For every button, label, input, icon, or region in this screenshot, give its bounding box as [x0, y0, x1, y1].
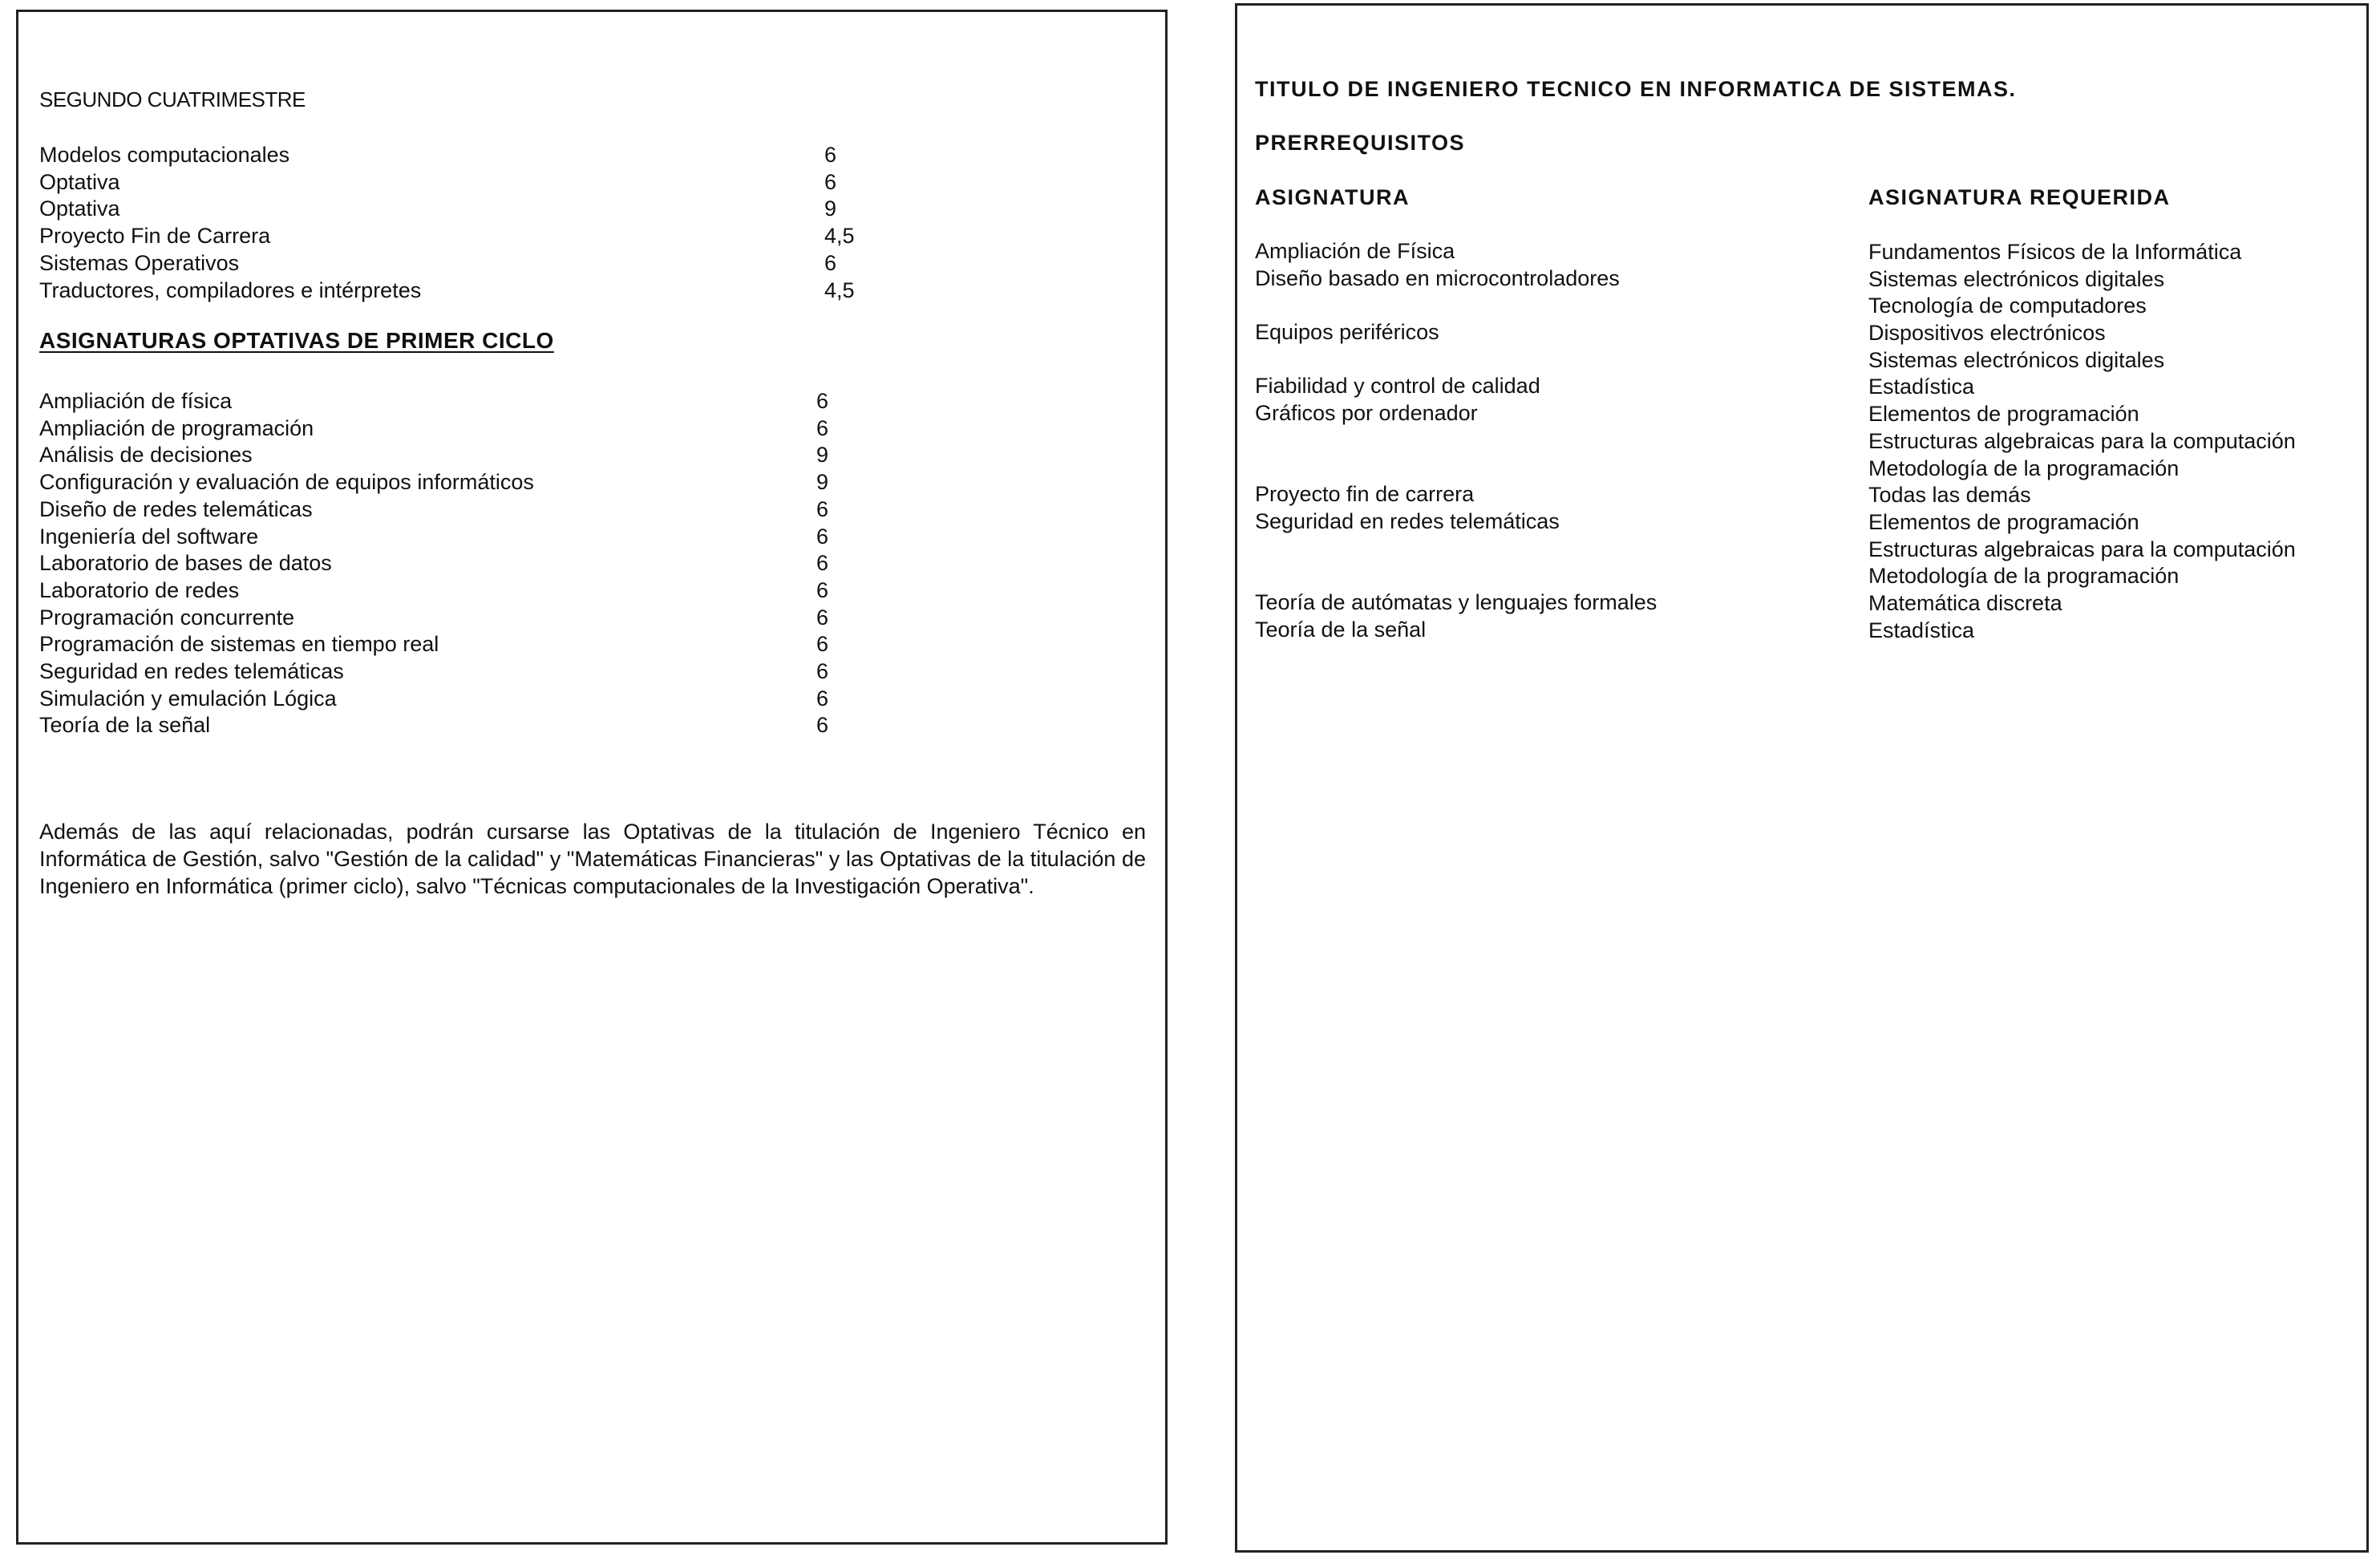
subject-name: Laboratorio de bases de datos	[39, 551, 332, 576]
subject-name: Ampliación de programación	[39, 415, 314, 440]
cuatrimestre-row	[39, 277, 921, 304]
asignatura-item: Seguridad en redes telemáticas	[1255, 508, 1560, 533]
optativas-note: Además de las aquí relacionadas, podrán cursarse las Optativas de la titulación de Ingeniero Técnico en Informática de Gestión, salvo "Gestión de la calidad" y "Matemáticas Financieras" y las Optativas de la titulación de Ingeniero en Informática (primer ciclo), salvo "Técnicas computacionales de la Investigación Operativa".	[39, 820, 1146, 898]
subject-name: Teoría de la señal	[39, 713, 211, 738]
asignatura-column	[1255, 237, 1657, 642]
optativa-row	[39, 468, 921, 496]
optativa-row	[39, 441, 921, 468]
subject-credits: 6	[816, 713, 829, 738]
column-header-asignatura: ASIGNATURA	[1255, 185, 1410, 209]
asignatura-item	[1255, 454, 1657, 481]
asignatura-requerida-item: Estructuras algebraicas para la computación	[1868, 537, 2296, 561]
subject-credits: 6	[816, 577, 829, 602]
asignatura-item: Teoría de autómatas y lenguajes formales	[1255, 589, 1658, 614]
cuatrimestre-row	[39, 195, 921, 222]
optativa-row	[39, 711, 921, 739]
subject-credits: 9	[816, 470, 829, 495]
subject-credits: 9	[824, 196, 837, 221]
optativa-row	[39, 577, 921, 604]
subject-name: Programación concurrente	[39, 605, 295, 630]
asignatura-requerida-item: Dispositivos electrónicos	[1868, 321, 2106, 346]
subject-credits: 6	[816, 659, 829, 683]
asignatura-requerida-item: Metodología de la programación	[1868, 456, 2180, 480]
asignatura-requerida-item: Estructuras algebraicas para la computación	[1868, 428, 2296, 453]
asignatura-requerida-item: Matemática discreta	[1868, 590, 2062, 615]
subject-credits: 6	[824, 169, 837, 194]
subject-name: Modelos computacionales	[39, 143, 290, 167]
right-page	[1235, 3, 2369, 1553]
optativa-row	[39, 415, 921, 442]
optativa-row	[39, 630, 921, 658]
segundo-cuatrimestre-heading: SEGUNDO CUATRIMESTRE	[39, 87, 306, 111]
asignatura-item	[1255, 291, 1657, 318]
asignatura-item	[1255, 427, 1657, 454]
subject-name: Programación de sistemas en tiempo real	[39, 632, 439, 657]
subject-credits: 6	[816, 632, 829, 657]
subject-name: Ampliación de física	[39, 389, 233, 413]
optativa-row	[39, 685, 921, 712]
subject-name: Optativa	[39, 169, 120, 194]
asignatura-item	[1255, 561, 1657, 589]
subject-credits: 6	[824, 250, 837, 275]
subject-credits: 6	[816, 551, 829, 576]
subject-name: Seguridad en redes telemáticas	[39, 659, 344, 683]
subject-name: Proyecto Fin de Carrera	[39, 224, 271, 249]
optativa-row	[39, 496, 921, 523]
cuatrimestre-row	[39, 222, 921, 249]
asignatura-requerida-item: Elementos de programación	[1868, 402, 2139, 427]
asignatura-requerida-item: Metodología de la programación	[1868, 564, 2180, 589]
subject-credits: 4,5	[824, 277, 855, 302]
subject-credits: 6	[816, 605, 829, 630]
cuatrimestre-row	[39, 141, 921, 168]
asignatura-item: Ampliación de Física	[1255, 239, 1455, 263]
optativa-row	[39, 549, 921, 577]
column-header-asignatura-requerida: ASIGNATURA REQUERIDA	[1868, 185, 2171, 209]
subject-credits: 4,5	[824, 224, 855, 249]
subject-name: Traductores, compiladores e intérpretes	[39, 277, 422, 302]
subject-name: Configuración y evaluación de equipos informáticos	[39, 470, 534, 495]
subject-name: Diseño de redes telemáticas	[39, 496, 313, 521]
asignatura-requerida-item: Estadística	[1868, 375, 1975, 399]
subject-credits: 6	[824, 143, 837, 167]
optativa-row	[39, 387, 921, 415]
asignatura-requerida-item: Sistemas electrónicos digitales	[1868, 266, 2165, 291]
subject-name: Análisis de decisiones	[39, 443, 253, 468]
asignatura-item	[1255, 535, 1657, 562]
document-title: TITULO DE INGENIERO TECNICO EN INFORMATICA DE SISTEMAS.	[1255, 77, 2017, 101]
asignatura-requerida-item: Elementos de programación	[1868, 509, 2139, 534]
optativa-row	[39, 523, 921, 550]
cuatrimestre-row	[39, 168, 921, 196]
asignatura-item: Diseño basado en microcontroladores	[1255, 265, 1620, 290]
asignatura-item	[1255, 346, 1657, 373]
subject-name: Laboratorio de redes	[39, 577, 240, 602]
optativas-heading: ASIGNATURAS OPTATIVAS DE PRIMER CICLO	[39, 328, 554, 353]
asignatura-requerida-item: Tecnología de computadores	[1868, 294, 2147, 318]
asignatura-requerida-item: Sistemas electrónicos digitales	[1868, 347, 2165, 372]
left-page	[16, 10, 1168, 1545]
asignatura-item: Proyecto fin de carrera	[1255, 482, 1475, 507]
optativa-row	[39, 604, 921, 631]
subject-credits: 6	[816, 524, 829, 549]
subject-credits: 6	[816, 415, 829, 440]
subject-name: Optativa	[39, 196, 120, 221]
asignatura-item: Equipos periféricos	[1255, 320, 1439, 345]
asignatura-item: Teoría de la señal	[1255, 617, 1427, 642]
subject-name: Ingeniería del software	[39, 524, 259, 549]
prerrequisitos-heading: PRERREQUISITOS	[1255, 131, 1466, 155]
subject-name: Sistemas Operativos	[39, 250, 240, 275]
asignatura-requerida-item: Estadística	[1868, 618, 1975, 642]
asignatura-requerida-column	[1868, 238, 2296, 643]
asignatura-requerida-item: Fundamentos Físicos de la Informática	[1868, 240, 2242, 264]
subject-credits: 9	[816, 443, 829, 468]
asignatura-item: Gráficos por ordenador	[1255, 401, 1478, 426]
subject-credits: 6	[816, 496, 829, 521]
optativa-row	[39, 658, 921, 685]
subject-name: Simulación y emulación Lógica	[39, 686, 337, 711]
subject-credits: 6	[816, 686, 829, 711]
cuatrimestre-row	[39, 249, 921, 277]
subject-credits: 6	[816, 389, 829, 413]
asignatura-item: Fiabilidad y control de calidad	[1255, 374, 1540, 399]
asignatura-requerida-item: Todas las demás	[1868, 483, 2031, 508]
